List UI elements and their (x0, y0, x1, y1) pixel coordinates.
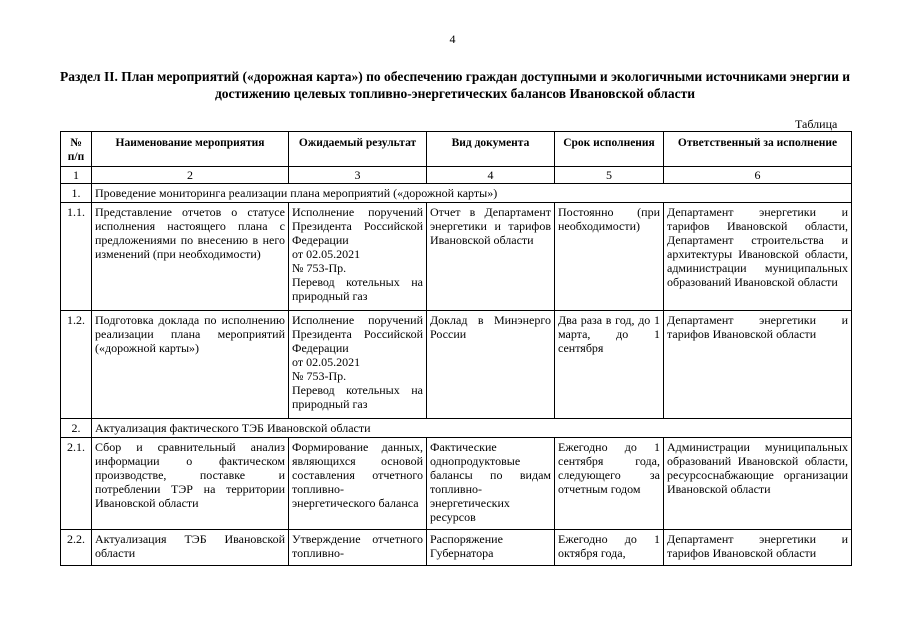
table-row (61, 311, 852, 419)
row-term: Ежегодно до 1 октября года, (555, 530, 664, 566)
row-name: Актуализация ТЭБ Ивановской области (92, 530, 289, 566)
section-row (61, 184, 852, 203)
row-name: Сбор и сравнительный анализ информации о фактическом производстве, поставке и потреблении ТЭР на территории Ивановской области (92, 438, 289, 530)
index-cell: 3 (289, 167, 427, 184)
header-name: Наименование мероприятия (92, 132, 289, 167)
table-row (61, 530, 852, 566)
header-resp: Ответственный за исполнение (664, 132, 852, 167)
index-cell: 1 (61, 167, 92, 184)
row-term: Ежегодно до 1 сентября года, следующего за отчетным годом (555, 438, 664, 530)
index-cell: 6 (664, 167, 852, 184)
roadmap-table (60, 131, 852, 566)
row-number: 2.2. (61, 530, 92, 566)
table-row (61, 203, 852, 311)
header-term: Срок исполнения (555, 132, 664, 167)
row-resp: Департамент энергетики и тарифов Ивановской области (664, 530, 852, 566)
header-row (61, 132, 852, 167)
row-name: Подготовка доклада по исполнению реализации плана мероприятий («дорожной карты») (92, 311, 289, 419)
section-number: 2. (61, 419, 92, 438)
index-row (61, 167, 852, 184)
section-title: Актуализация фактического ТЭБ Ивановской области (92, 419, 852, 438)
index-cell: 5 (555, 167, 664, 184)
header-result: Ожидаемый результат (289, 132, 427, 167)
row-result: Формирование данных, являющихся основой составления отчетного топливно-энергетического баланса (289, 438, 427, 530)
header-doc: Вид документа (427, 132, 555, 167)
index-cell: 2 (92, 167, 289, 184)
row-term: Два раза в год, до 1 марта, до 1 сентября (555, 311, 664, 419)
section-number: 1. (61, 184, 92, 203)
index-cell: 4 (427, 167, 555, 184)
row-number: 2.1. (61, 438, 92, 530)
row-number: 1.1. (61, 203, 92, 311)
header-num: № п/п (61, 132, 92, 167)
row-resp: Администрации муниципальных образований Ивановской области, ресурсоснабжающие организации Ивановской области (664, 438, 852, 530)
table-row (61, 438, 852, 530)
row-result: Утверждение отчетного топливно- (289, 530, 427, 566)
row-doc: Отчет в Департамент энергетики и тарифов Ивановской области (427, 203, 555, 311)
row-resp: Департамент энергетики и тарифов Ивановской области, Департамент строительства и архитектуры Ивановской области, администрации муниципальных образований Ивановской области (664, 203, 852, 311)
section-title: Проведение мониторинга реализации плана мероприятий («дорожной карты») (92, 184, 852, 203)
page-number: 4 (449, 32, 456, 46)
document-title: Раздел II. План мероприятий («дорожная карта») по обеспечению граждан доступными и экологичными источниками энергии и достижению целевых топливно-энергетических балансов Ивановской области (60, 69, 851, 101)
row-doc: Распоряжение Губернатора (427, 530, 555, 566)
row-result: Исполнение поручений Президента Российской Федерации от 02.05.2021 № 753-Пр. Перевод котельных на природный газ (289, 203, 427, 311)
section-row (61, 419, 852, 438)
row-number: 1.2. (61, 311, 92, 419)
row-doc: Доклад в Минэнерго России (427, 311, 555, 419)
row-result: Исполнение поручений Президента Российской Федерации от 02.05.2021 № 753-Пр. Перевод котельных на природный газ (289, 311, 427, 419)
row-doc: Фактические однопродуктовые балансы по видам топливно-энергетических ресурсов (427, 438, 555, 530)
row-term: Постоянно (при необходимости) (555, 203, 664, 311)
row-resp: Департамент энергетики и тарифов Ивановской области (664, 311, 852, 419)
row-name: Представление отчетов о статусе исполнения настоящего плана с предложениями по внесению в него изменений (при необходимости) (92, 203, 289, 311)
table-label: Таблица (795, 117, 838, 131)
